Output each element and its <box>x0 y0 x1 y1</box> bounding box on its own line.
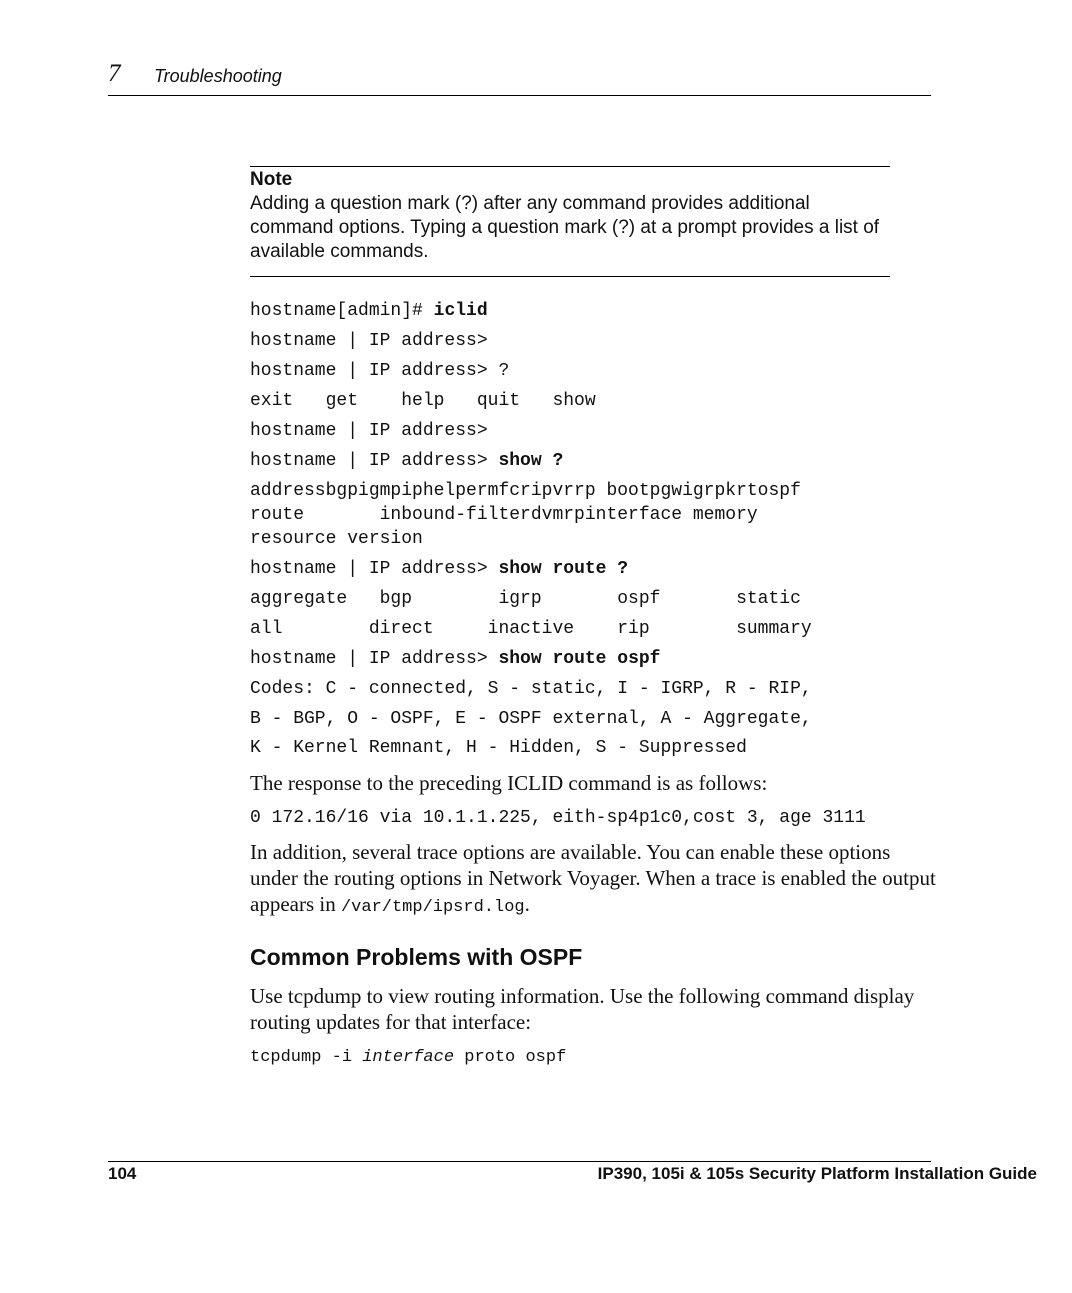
code-line: hostname | IP address> show route ? <box>250 559 629 579</box>
code-line: hostname | IP address> show route ospf <box>250 649 661 669</box>
code-command: show route ? <box>498 559 629 579</box>
code-line: Codes: C - connected, S - static, I - IGRP, R - RIP, <box>250 679 812 699</box>
page-number: 104 <box>108 1164 137 1183</box>
section-heading: Common Problems with OSPF <box>250 944 583 970</box>
code-line: addressbgpigmpiphelpermfcripvrrp bootpgwigrpkrtospf <box>250 481 801 501</box>
book-title: IP390, 105i & 105s Security Platform Installation Guide <box>597 1164 1037 1183</box>
code-line: exit get help quit show <box>250 391 596 411</box>
note-label: Note <box>250 169 293 190</box>
code-command: iclid <box>433 301 488 321</box>
footer-rule <box>108 1161 931 1162</box>
code-command: show route ospf <box>498 649 661 669</box>
tcpdump-command: tcpdump -i interface proto ospf <box>250 1048 567 1067</box>
command-parameter: interface <box>362 1048 455 1067</box>
tcpdump-paragraph: Use tcpdump to view routing information. Use the following command display routing updates for that interface: <box>250 984 915 1034</box>
code-line: hostname | IP address> <box>250 421 488 441</box>
code-line: K - Kernel Remnant, H - Hidden, S - Suppressed <box>250 738 747 758</box>
chapter-number: 7 <box>108 60 121 87</box>
code-line: hostname | IP address> <box>250 331 488 351</box>
response-line: 0 172.16/16 via 10.1.1.225, eith-sp4p1c0,cost 3, age 3111 <box>250 808 866 828</box>
note-text: Adding a question mark (?) after any command provides additional command options. Typing a question mark (?) at a prompt provides a list of available commands. <box>250 193 880 262</box>
note-bottom-rule <box>250 276 890 277</box>
code-line: route inbound-filterdvmrpinterface memory <box>250 505 758 525</box>
code-line: hostname[admin]# iclid <box>250 301 488 321</box>
code-line: all direct inactive rip summary <box>250 619 812 639</box>
trace-paragraph: In addition, several trace options are available. You can enable these options under the routing options in Network Voyager. When a trace is enabled the output appears in /var/tmp/ipsrd.log. <box>250 840 936 917</box>
note-top-rule <box>250 166 890 167</box>
code-line: aggregate bgp igrp ospf static <box>250 589 801 609</box>
code-line: hostname | IP address> show ? <box>250 451 564 471</box>
header-rule <box>108 95 931 96</box>
chapter-title: Troubleshooting <box>154 66 282 86</box>
log-path: /var/tmp/ipsrd.log <box>340 898 525 917</box>
code-line: hostname | IP address> ? <box>250 361 510 381</box>
code-line: resource version <box>250 529 423 549</box>
code-line: B - BGP, O - OSPF, E - OSPF external, A - Aggregate, <box>250 709 812 729</box>
code-command: show ? <box>498 451 564 471</box>
response-intro: The response to the preceding ICLID command is as follows: <box>250 771 768 795</box>
